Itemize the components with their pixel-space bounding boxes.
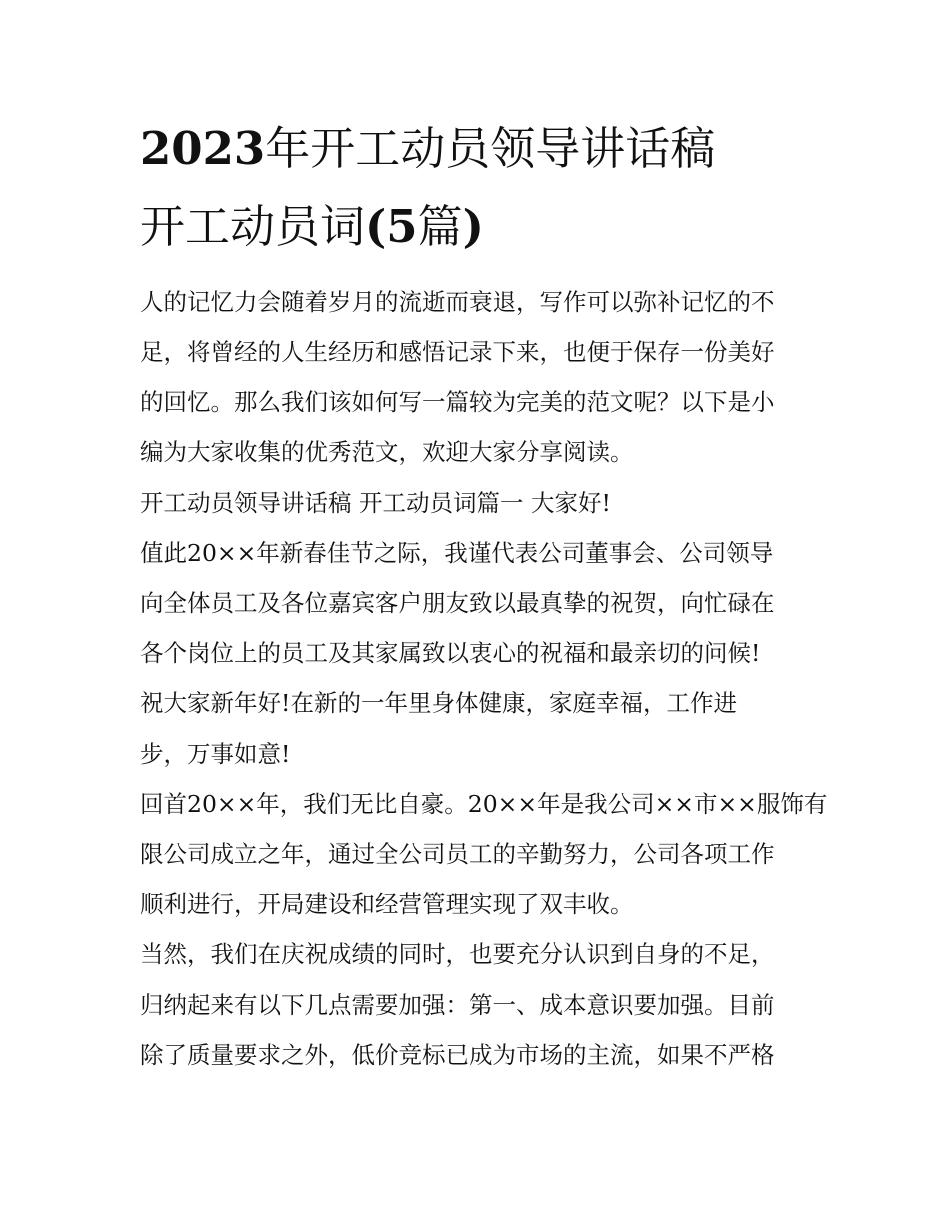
body-line: 开工动员领导讲话稿 开工动员词篇一 大家好! (140, 489, 611, 517)
body-line: 归纳起来有以下几点需要加强：第一、成本意识要加强。目前 (140, 991, 775, 1019)
title-line-2-bold-b: ) (462, 200, 484, 253)
body-line: 值此20××年新春佳节之际，我谨代表公司董事会、公司领导 (140, 539, 774, 567)
title-line-2-bold-a: (5 (365, 200, 418, 253)
body-line: 向全体员工及各位嘉宾客户朋友致以最真挚的祝贺，向忙碌在 (140, 589, 775, 617)
body-line: 编为大家收集的优秀范文，欢迎大家分享阅读。 (140, 438, 634, 466)
body-line: 的回忆。那么我们该如何写一篇较为完美的范文呢？以下是小 (140, 388, 775, 416)
body-line: 除了质量要求之外，低价竞标已成为市场的主流，如果不严格 (140, 1041, 775, 1069)
body-line: 当然，我们在庆祝成绩的同时，也要充分认识到自身的不足， (140, 940, 775, 968)
title-line-1 (140, 121, 840, 177)
title-year: 2023 (140, 122, 266, 175)
body-line: 顺利进行，开局建设和经营管理实现了双丰收。 (140, 890, 634, 918)
title-line-2 (140, 199, 840, 255)
body-line: 人的记忆力会随着岁月的流逝而衰退，写作可以弥补记忆的不 (140, 288, 775, 316)
title-line-2-text-a: 开工动员词 (140, 200, 366, 253)
title-line-1-text: 年开工动员领导讲话稿 (265, 122, 716, 175)
body-line: 各个岗位上的员工及其家属致以衷心的祝福和最亲切的问候! (140, 639, 761, 667)
body-line: 足，将曾经的人生经历和感悟记录下来，也便于保存一份美好 (140, 338, 775, 366)
body-line: 限公司成立之年，通过全公司员工的辛勤努力，公司各项工作 (140, 840, 775, 868)
body-line: 回首20××年，我们无比自豪。20××年是我公司××市××服饰有 (140, 790, 828, 818)
body-line: 祝大家新年好!在新的一年里身体健康，家庭幸福，工作进 (140, 689, 737, 717)
body-line: 步，万事如意! (140, 740, 291, 768)
title-line-2-text-b: 篇 (417, 200, 463, 253)
